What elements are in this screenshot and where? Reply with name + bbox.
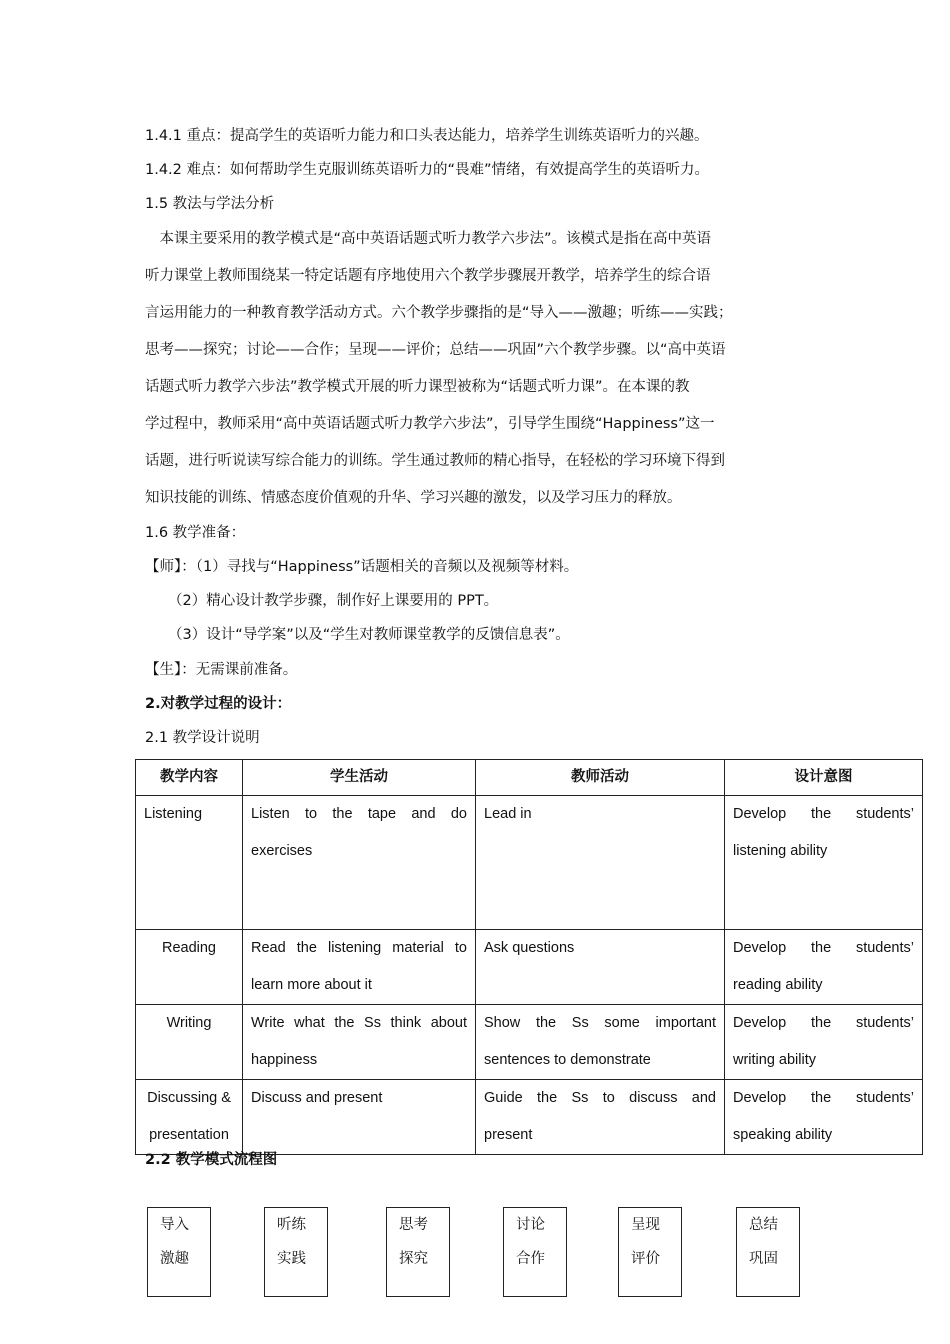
table-row bbox=[136, 1005, 923, 1080]
student-label: 【生】： bbox=[145, 662, 196, 678]
paragraph-line: 言运用能力的一种教育教学活动方式。六个教学步骤指的是“导入——激趣；听练——实践； bbox=[145, 305, 733, 321]
table-header-cell: 教学内容 bbox=[136, 760, 243, 796]
flow-step-2 bbox=[264, 1207, 328, 1297]
table-cell-content: Listening bbox=[136, 796, 243, 930]
teacher-prep-3: （3）设计“导学案”以及“学生对教师课堂教学的反馈信息表”。 bbox=[168, 627, 570, 643]
heading-2-1: 2.1 教学设计说明 bbox=[145, 730, 260, 746]
heading-1-6: 1.6 教学准备： bbox=[145, 525, 246, 541]
table-cell-student: Listen to the tape and do exercises bbox=[243, 796, 476, 930]
point-difficult: 1.4.2 难点：如何帮助学生克服训练英语听力的“畏难”情绪，有效提高学生的英语听力。 bbox=[145, 162, 710, 178]
table-cell-content: Writing bbox=[136, 1005, 243, 1080]
flow-step-6 bbox=[736, 1207, 800, 1297]
flow-step-top: 导入 bbox=[160, 1217, 189, 1233]
flow-step-1 bbox=[147, 1207, 211, 1297]
paragraph-line: 知识技能的训练、情感态度价值观的升华、学习兴趣的激发，以及学习压力的释放。 bbox=[145, 490, 682, 506]
table-row bbox=[136, 1080, 923, 1155]
teacher-prep-2: （2）精心设计教学步骤，制作好上课要用的 PPT。 bbox=[168, 593, 499, 609]
table-cell-purpose: Develop the students’ writing ability bbox=[725, 1005, 923, 1080]
flow-step-top: 思考 bbox=[399, 1217, 428, 1233]
table-cell-teacher: Show the Ss some important sentences to demonstrate bbox=[476, 1005, 725, 1080]
table-cell-content: Reading bbox=[136, 930, 243, 1005]
flow-step-bottom: 评价 bbox=[631, 1251, 660, 1267]
flow-step-bottom: 探究 bbox=[399, 1251, 428, 1267]
teacher-prep-1 bbox=[145, 557, 578, 577]
flow-step-top: 呈现 bbox=[631, 1217, 660, 1233]
table-cell-content: Discussing & presentation bbox=[136, 1080, 243, 1155]
table-cell-purpose: Develop the students’ listening ability bbox=[725, 796, 923, 930]
heading-2-2: 2.2 教学模式流程图 bbox=[145, 1152, 278, 1168]
paragraph-line: 听力课堂上教师围绕某一特定话题有序地使用六个教学步骤展开教学，培养学生的综合语 bbox=[145, 268, 711, 284]
table-cell-purpose: Develop the students’ reading ability bbox=[725, 930, 923, 1005]
flow-step-top: 讨论 bbox=[516, 1217, 545, 1233]
student-prep bbox=[145, 660, 297, 680]
table-header-cell: 教师活动 bbox=[476, 760, 725, 796]
table-cell-purpose: Develop the students’ speaking ability bbox=[725, 1080, 923, 1155]
table-cell-teacher: Ask questions bbox=[476, 930, 725, 1005]
flow-step-bottom: 实践 bbox=[277, 1251, 306, 1267]
flow-step-5 bbox=[618, 1207, 682, 1297]
table-cell-student: Read the listening material to learn more about it bbox=[243, 930, 476, 1005]
table-cell-student: Write what the Ss think about happiness bbox=[243, 1005, 476, 1080]
paragraph-line: 本课主要采用的教学模式是“高中英语话题式听力教学六步法”。该模式是指在高中英语 bbox=[145, 231, 712, 247]
table-cell-teacher: Lead in bbox=[476, 796, 725, 930]
method-paragraph bbox=[145, 221, 813, 517]
flow-step-top: 总结 bbox=[749, 1217, 778, 1233]
flow-step-bottom: 合作 bbox=[516, 1251, 545, 1267]
heading-1-5: 1.5 教法与学法分析 bbox=[145, 196, 275, 212]
point-key: 1.4.1 重点：提高学生的英语听力能力和口头表达能力，培养学生训练英语听力的兴趣。 bbox=[145, 128, 709, 144]
flow-step-bottom: 巩固 bbox=[749, 1251, 778, 1267]
table-header-row bbox=[136, 760, 923, 796]
paragraph-line: 学过程中，教师采用“高中英语话题式听力教学六步法”，引导学生围绕“Happiness”这一 bbox=[145, 416, 715, 432]
flow-step-top: 听练 bbox=[277, 1217, 306, 1233]
teaching-design-table bbox=[135, 759, 923, 1155]
teacher-label: 【师】： bbox=[145, 559, 196, 575]
flow-step-4 bbox=[503, 1207, 567, 1297]
table-header-cell: 设计意图 bbox=[725, 760, 923, 796]
table-cell-student: Discuss and present bbox=[243, 1080, 476, 1155]
table-cell-teacher: Guide the Ss to discuss and present bbox=[476, 1080, 725, 1155]
table-row bbox=[136, 796, 923, 930]
table-header-cell: 学生活动 bbox=[243, 760, 476, 796]
paragraph-line: 话题，进行听说读写综合能力的训练。学生通过教师的精心指导，在轻松的学习环境下得到 bbox=[145, 453, 725, 469]
teacher-prep-text: （1）寻找与“Happiness”话题相关的音频以及视频等材料。 bbox=[195, 559, 579, 575]
flow-step-bottom: 激趣 bbox=[160, 1251, 189, 1267]
heading-2: 2.对教学过程的设计： bbox=[145, 696, 292, 712]
flow-step-3 bbox=[386, 1207, 450, 1297]
student-prep-text: 无需课前准备。 bbox=[195, 662, 298, 678]
paragraph-line: 思考——探究；讨论——合作；呈现——评价；总结——巩固”六个教学步骤。以“高中英语 bbox=[145, 342, 726, 358]
paragraph-line: 话题式听力教学六步法”教学模式开展的听力课型被称为“话题式听力课”。在本课的教 bbox=[145, 379, 690, 395]
table-row bbox=[136, 930, 923, 1005]
